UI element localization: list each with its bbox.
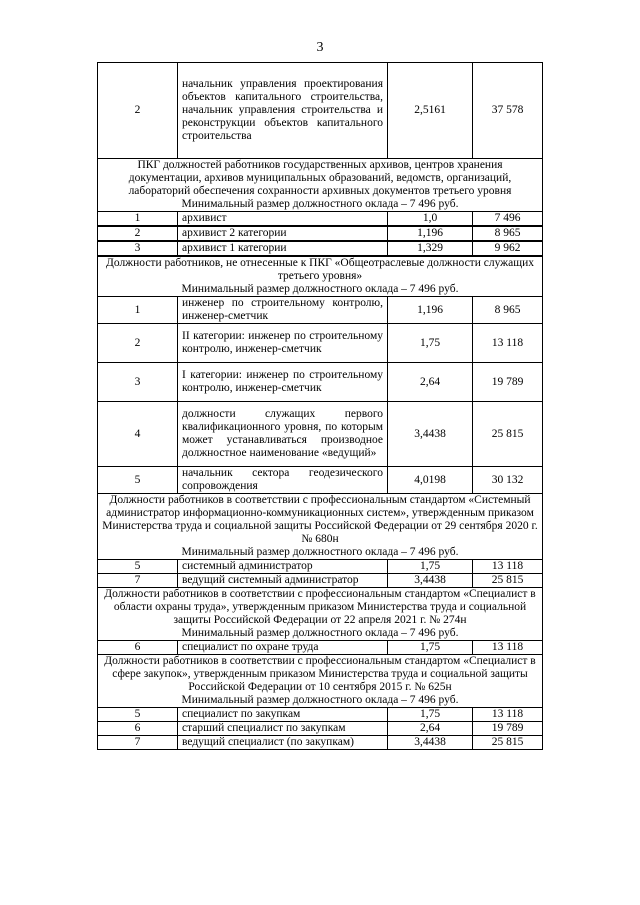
section-header [98,588,543,641]
salary-coefficient: 1,75 [388,708,473,722]
row-number: 1 [98,297,178,324]
salary-amount: 19 789 [473,722,543,736]
position-name: начальник управления проектирования объектов капитального строительства, начальник управления строительства и реконструкции объектов капитального строительства [178,63,388,159]
position-name: системный администратор [178,560,388,574]
salary-coefficient: 3,4438 [388,402,473,467]
salary-coefficient: 1,75 [388,324,473,363]
salary-coefficient: 2,5161 [388,63,473,159]
section-header-row [98,159,543,212]
page-number: 3 [316,40,324,55]
salary-amount: 25 815 [473,574,543,588]
minimum-salary-note: Минимальный размер должностного оклада – 7 496 руб. [181,283,459,295]
position-name: архивист 2 категории [178,226,388,241]
table-row [98,226,543,241]
salary-amount: 8 965 [473,226,543,241]
salary-coefficient: 2,64 [388,363,473,402]
salary-amount: 19 789 [473,363,543,402]
position-name: специалист по охране труда [178,641,388,655]
section-header-row [98,494,543,560]
table-row [98,560,543,574]
position-name: должности служащих первого квалификационного уровня, по которым может устанавливаться производное должностное наименование «ведущий» [178,402,388,467]
table-row [98,212,543,227]
table-row [98,63,543,159]
table-row [98,363,543,402]
table-row [98,574,543,588]
position-name: I категории: инженер по строительному контролю, инженер-сметчик [178,363,388,402]
salary-amount: 37 578 [473,63,543,159]
position-name: ведущий системный администратор [178,574,388,588]
section-header [98,159,543,212]
row-number: 2 [98,226,178,241]
row-number: 3 [98,241,178,256]
salary-amount: 8 965 [473,297,543,324]
minimum-salary-note: Минимальный размер должностного оклада – 7 496 руб. [181,627,459,639]
salary-amount: 25 815 [473,736,543,750]
section-header [98,256,543,297]
minimum-salary-note: Минимальный размер должностного оклада – 7 496 руб. [181,546,459,558]
table-row [98,297,543,324]
row-number: 5 [98,708,178,722]
minimum-salary-note: Минимальный размер должностного оклада – 7 496 руб. [181,198,459,210]
row-number: 7 [98,574,178,588]
salary-amount: 13 118 [473,708,543,722]
table-row [98,324,543,363]
position-name: II категории: инженер по строительному контролю, инженер-сметчик [178,324,388,363]
row-number: 3 [98,363,178,402]
position-name: ведущий специалист (по закупкам) [178,736,388,750]
table-row [98,467,543,494]
position-name: инженер по строительному контролю, инженер-сметчик [178,297,388,324]
salary-coefficient: 1,75 [388,641,473,655]
row-number: 5 [98,560,178,574]
section-header-row [98,256,543,297]
salary-amount: 9 962 [473,241,543,256]
section-header [98,655,543,708]
salary-amount: 30 132 [473,467,543,494]
row-number: 6 [98,641,178,655]
row-number: 4 [98,402,178,467]
salary-coefficient: 3,4438 [388,574,473,588]
row-number: 5 [98,467,178,494]
table-row [98,241,543,256]
table-row [98,641,543,655]
salary-coefficient: 1,329 [388,241,473,256]
table-row [98,708,543,722]
row-number: 1 [98,212,178,227]
salary-amount: 13 118 [473,641,543,655]
salary-coefficient: 4,0198 [388,467,473,494]
salary-coefficient: 1,75 [388,560,473,574]
section-header [98,494,543,560]
position-name: архивист [178,212,388,227]
salary-coefficient: 1,196 [388,226,473,241]
section-title: Должности работников в соответствии с профессиональным стандартом «Специалист в сфере закупок», утвержденным приказом Министерства труда и социальной защиты Российской Федерации от 10 сентября 2015 г. № 625н [104,655,536,693]
salary-amount: 13 118 [473,324,543,363]
row-number: 7 [98,736,178,750]
salary-coefficient: 1,196 [388,297,473,324]
position-name: специалист по закупкам [178,708,388,722]
salary-table [97,62,543,750]
salary-table-body [98,63,543,750]
position-name: старший специалист по закупкам [178,722,388,736]
section-title: Должности работников в соответствии с профессиональным стандартом «Системный администратор информационно-коммуникационных систем», утвержденным приказом Министерства труда и социальной защиты Российской Федерации от 29 сентября 2020 г. № 680н [102,494,538,545]
section-header-row [98,655,543,708]
section-header-row [98,588,543,641]
table-row [98,402,543,467]
salary-amount: 7 496 [473,212,543,227]
table-row [98,722,543,736]
salary-coefficient: 1,0 [388,212,473,227]
section-title: Должности работников в соответствии с профессиональным стандартом «Специалист в области охраны труда», утвержденным приказом Министерства труда и социальной защиты Российской Федерации от 22 апреля 2021 г. № 274н [104,588,536,626]
section-title: ПКГ должностей работников государственных архивов, центров хранения документации, архивов муниципальных образований, ведомств, организаций, лабораторий обеспечения сохранности архивных документов третьего уровня [128,159,512,197]
salary-amount: 13 118 [473,560,543,574]
position-name: архивист 1 категории [178,241,388,256]
row-number: 2 [98,63,178,159]
salary-coefficient: 2,64 [388,722,473,736]
row-number: 2 [98,324,178,363]
minimum-salary-note: Минимальный размер должностного оклада – 7 496 руб. [181,694,459,706]
position-name: начальник сектора геодезического сопровождения [178,467,388,494]
salary-coefficient: 3,4438 [388,736,473,750]
table-row [98,736,543,750]
section-title: Должности работников, не отнесенные к ПКГ «Общеотраслевые должности служащих третьего уровня» [106,257,534,282]
row-number: 6 [98,722,178,736]
salary-amount: 25 815 [473,402,543,467]
